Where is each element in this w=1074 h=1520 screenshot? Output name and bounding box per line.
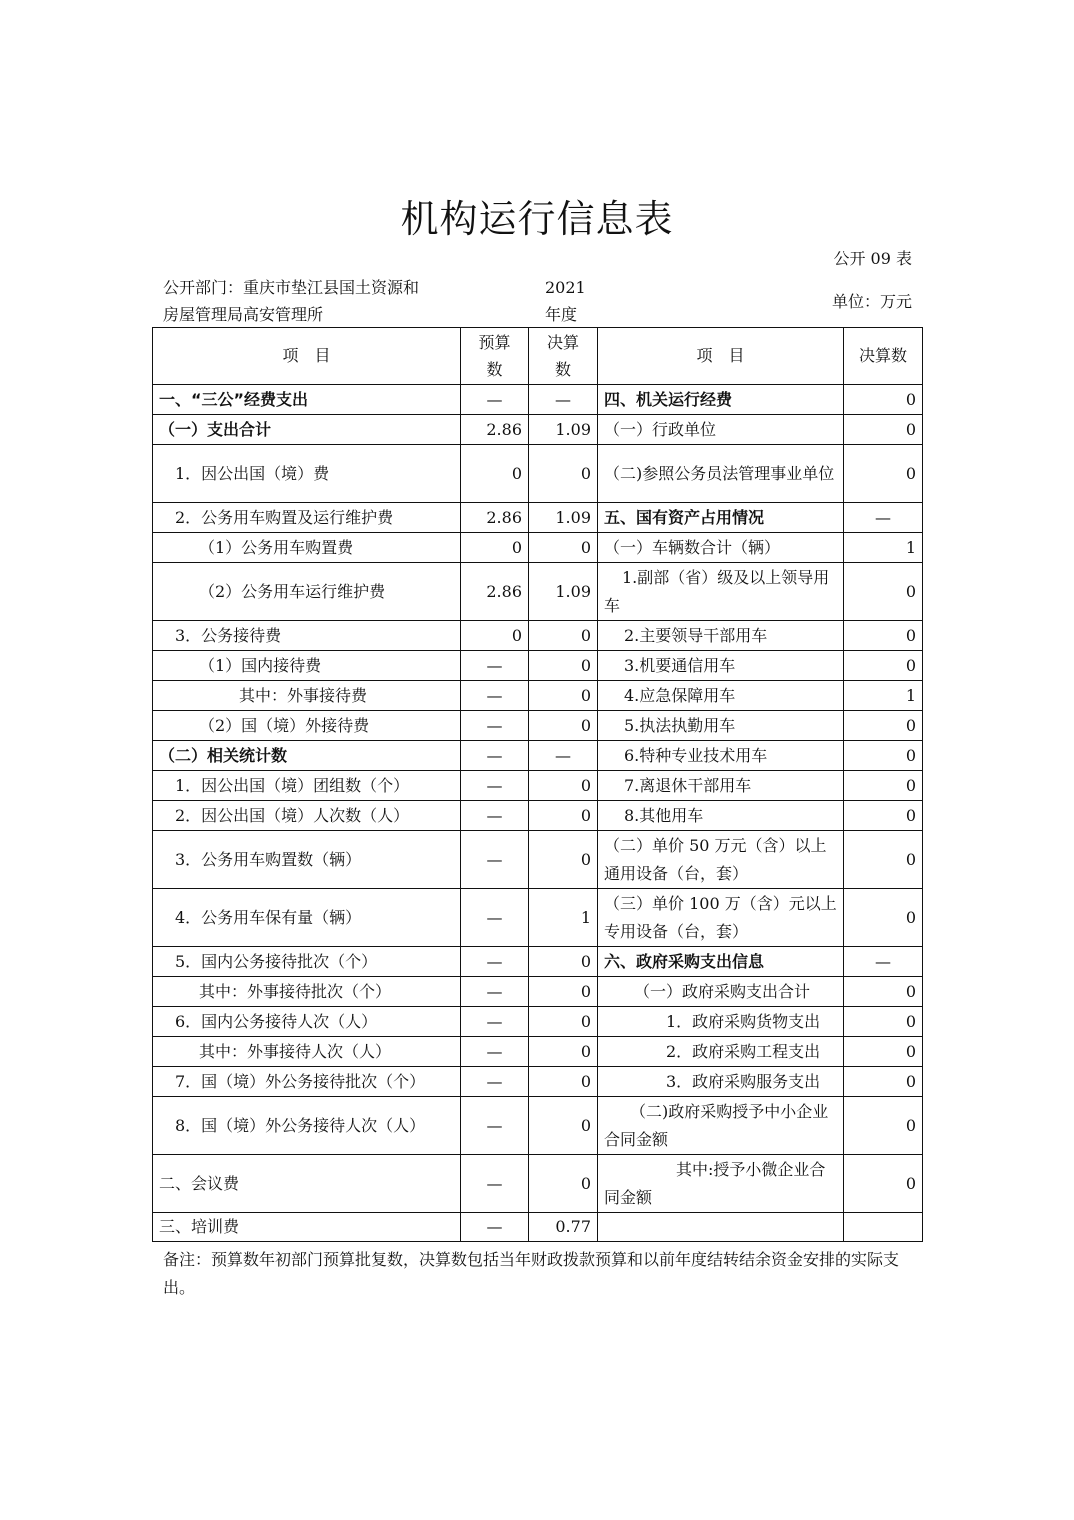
budget-value: 2.86 bbox=[461, 415, 529, 445]
item-left: （1）公务用车购置费 bbox=[153, 533, 461, 563]
right-value: 0 bbox=[844, 385, 923, 415]
table-row bbox=[153, 1007, 923, 1037]
table-row bbox=[153, 889, 923, 947]
item-right: 四、机关运行经费 bbox=[598, 385, 844, 415]
table-row bbox=[153, 621, 923, 651]
right-value: 0 bbox=[844, 563, 923, 621]
item-left: （一）支出合计 bbox=[153, 415, 461, 445]
item-left: 二、会议费 bbox=[153, 1155, 461, 1213]
header-row bbox=[153, 328, 923, 385]
header-item-left: 项 目 bbox=[153, 328, 461, 385]
table-row bbox=[153, 415, 923, 445]
right-value: 0 bbox=[844, 1155, 923, 1213]
final-value: 0 bbox=[529, 977, 598, 1007]
item-left: 一、“三公”经费支出 bbox=[153, 385, 461, 415]
budget-value: — bbox=[461, 1213, 529, 1242]
budget-value: — bbox=[461, 1067, 529, 1097]
table-row bbox=[153, 651, 923, 681]
right-value: 0 bbox=[844, 1007, 923, 1037]
right-value: 0 bbox=[844, 771, 923, 801]
final-value: — bbox=[529, 741, 598, 771]
final-value: 0 bbox=[529, 681, 598, 711]
budget-value: 0 bbox=[461, 533, 529, 563]
table-row bbox=[153, 977, 923, 1007]
item-right: （一）车辆数合计（辆） bbox=[598, 533, 844, 563]
item-left: （2）国（境）外接待费 bbox=[153, 711, 461, 741]
department-line-1: 公开部门：重庆市垫江县国土资源和 bbox=[163, 278, 420, 297]
budget-value: 2.86 bbox=[461, 503, 529, 533]
item-left: 三、培训费 bbox=[153, 1213, 461, 1242]
unit-label: 单位：万元 bbox=[831, 292, 912, 311]
right-value: 0 bbox=[844, 1037, 923, 1067]
year-number: 2021 bbox=[545, 278, 586, 297]
item-left: 6．国内公务接待人次（人） bbox=[153, 1007, 461, 1037]
item-left: 3．公务接待费 bbox=[153, 621, 461, 651]
budget-value: — bbox=[461, 801, 529, 831]
right-value: 0 bbox=[844, 415, 923, 445]
item-left: （二）相关统计数 bbox=[153, 741, 461, 771]
form-number: 公开 09 表 bbox=[833, 249, 912, 268]
table-row bbox=[153, 681, 923, 711]
item-left: （2）公务用车运行维护费 bbox=[153, 563, 461, 621]
right-value: 0 bbox=[844, 889, 923, 947]
table-row bbox=[153, 445, 923, 503]
budget-value: — bbox=[461, 771, 529, 801]
item-left: 其中：外事接待费 bbox=[153, 681, 461, 711]
table-row bbox=[153, 503, 923, 533]
year-label: 年度 bbox=[545, 305, 578, 324]
table-row bbox=[153, 741, 923, 771]
item-right bbox=[598, 1213, 844, 1242]
final-value: 0 bbox=[529, 621, 598, 651]
budget-value: — bbox=[461, 1155, 529, 1213]
budget-value: — bbox=[461, 651, 529, 681]
right-value: 0 bbox=[844, 741, 923, 771]
table-row bbox=[153, 533, 923, 563]
budget-value: — bbox=[461, 1007, 529, 1037]
final-value: 0 bbox=[529, 1007, 598, 1037]
right-value: 0 bbox=[844, 711, 923, 741]
item-right: 8.其他用车 bbox=[598, 801, 844, 831]
item-left: 3．公务用车购置数（辆） bbox=[153, 831, 461, 889]
budget-value: — bbox=[461, 711, 529, 741]
final-value: 0 bbox=[529, 533, 598, 563]
header-item-right: 项 目 bbox=[598, 328, 844, 385]
item-left: 1．因公出国（境）费 bbox=[153, 445, 461, 503]
right-value bbox=[844, 1213, 923, 1242]
final-value: 0 bbox=[529, 711, 598, 741]
item-left: 8．国（境）外公务接待人次（人） bbox=[153, 1097, 461, 1155]
budget-value: — bbox=[461, 831, 529, 889]
final-value: 0 bbox=[529, 651, 598, 681]
header-final-right: 决算数 bbox=[844, 328, 923, 385]
item-right: （二）单价 50 万元（含）以上通用设备（台，套） bbox=[598, 831, 844, 889]
header-budget-line1: 预算 bbox=[478, 333, 511, 352]
final-value: — bbox=[529, 385, 598, 415]
fiscal-year bbox=[545, 274, 586, 328]
item-right: 5.执法执勤用车 bbox=[598, 711, 844, 741]
table-row bbox=[153, 801, 923, 831]
item-left: 4．公务用车保有量（辆） bbox=[153, 889, 461, 947]
table-row bbox=[153, 831, 923, 889]
item-right: 4.应急保障用车 bbox=[598, 681, 844, 711]
right-value: 1 bbox=[844, 681, 923, 711]
item-right: 3．政府采购服务支出 bbox=[598, 1067, 844, 1097]
final-value: 0 bbox=[529, 771, 598, 801]
right-value: 0 bbox=[844, 651, 923, 681]
budget-value: 2.86 bbox=[461, 563, 529, 621]
right-value: 0 bbox=[844, 445, 923, 503]
table-row bbox=[153, 1155, 923, 1213]
table-row bbox=[153, 711, 923, 741]
final-value: 0 bbox=[529, 801, 598, 831]
budget-value: 0 bbox=[461, 445, 529, 503]
right-value: 0 bbox=[844, 621, 923, 651]
final-value: 1.09 bbox=[529, 415, 598, 445]
right-value: — bbox=[844, 503, 923, 533]
item-right: 7.离退休干部用车 bbox=[598, 771, 844, 801]
item-left: 其中：外事接待批次（个） bbox=[153, 977, 461, 1007]
budget-value: — bbox=[461, 1037, 529, 1067]
info-table bbox=[152, 327, 923, 1242]
right-value: 1 bbox=[844, 533, 923, 563]
item-left: 7．国（境）外公务接待批次（个） bbox=[153, 1067, 461, 1097]
header-final-line1: 决算 bbox=[546, 333, 579, 352]
right-value: 0 bbox=[844, 977, 923, 1007]
table-row bbox=[153, 385, 923, 415]
item-right: 3.机要通信用车 bbox=[598, 651, 844, 681]
final-value: 0.77 bbox=[529, 1213, 598, 1242]
final-value: 0 bbox=[529, 947, 598, 977]
table-row bbox=[153, 1067, 923, 1097]
final-value: 0 bbox=[529, 831, 598, 889]
department bbox=[163, 274, 419, 328]
item-left: 其中：外事接待人次（人） bbox=[153, 1037, 461, 1067]
item-right: （一）行政单位 bbox=[598, 415, 844, 445]
budget-value: — bbox=[461, 977, 529, 1007]
item-right: 五、国有资产占用情况 bbox=[598, 503, 844, 533]
budget-value: — bbox=[461, 947, 529, 977]
budget-value: — bbox=[461, 1097, 529, 1155]
item-left: 2．因公出国（境）人次数（人） bbox=[153, 801, 461, 831]
right-value: 0 bbox=[844, 831, 923, 889]
budget-value: — bbox=[461, 385, 529, 415]
right-value: — bbox=[844, 947, 923, 977]
department-line-2: 房屋管理局高安管理所 bbox=[163, 305, 324, 324]
footnote: 备注：预算数年初部门预算批复数，决算数包括当年财政拨款预算和以前年度结转结余资金安排的实际支出。 bbox=[163, 1250, 900, 1297]
item-right: （二)政府采购授予中小企业合同金额 bbox=[598, 1097, 844, 1155]
right-value: 0 bbox=[844, 1067, 923, 1097]
item-left: 5．国内公务接待批次（个） bbox=[153, 947, 461, 977]
final-value: 0 bbox=[529, 1155, 598, 1213]
item-right: 六、政府采购支出信息 bbox=[598, 947, 844, 977]
item-right: 1.副部（省）级及以上领导用车 bbox=[598, 563, 844, 621]
header-budget-line2: 数 bbox=[486, 360, 503, 379]
table-row bbox=[153, 1213, 923, 1242]
budget-value: 0 bbox=[461, 621, 529, 651]
table-row bbox=[153, 563, 923, 621]
item-left: 1．因公出国（境）团组数（个） bbox=[153, 771, 461, 801]
final-value: 0 bbox=[529, 445, 598, 503]
item-left: （1）国内接待费 bbox=[153, 651, 461, 681]
final-value: 1 bbox=[529, 889, 598, 947]
item-right: 6.特种专业技术用车 bbox=[598, 741, 844, 771]
item-right: 2.主要领导干部用车 bbox=[598, 621, 844, 651]
header-budget bbox=[461, 328, 529, 385]
item-right: 2．政府采购工程支出 bbox=[598, 1037, 844, 1067]
table-row bbox=[153, 1097, 923, 1155]
header-final bbox=[529, 328, 598, 385]
item-right: （二)参照公务员法管理事业单位 bbox=[598, 445, 844, 503]
header-final-line2: 数 bbox=[554, 360, 571, 379]
item-right: （一）政府采购支出合计 bbox=[598, 977, 844, 1007]
final-value: 1.09 bbox=[529, 563, 598, 621]
item-right: （三）单价 100 万（含）元以上专用设备（台，套） bbox=[598, 889, 844, 947]
item-right: 1．政府采购货物支出 bbox=[598, 1007, 844, 1037]
final-value: 0 bbox=[529, 1037, 598, 1067]
budget-value: — bbox=[461, 889, 529, 947]
final-value: 0 bbox=[529, 1097, 598, 1155]
final-value: 0 bbox=[529, 1067, 598, 1097]
table-row bbox=[153, 771, 923, 801]
page-title: 机构运行信息表 bbox=[400, 197, 674, 241]
table-row bbox=[153, 1037, 923, 1067]
item-right: 其中:授予小微企业合同金额 bbox=[598, 1155, 844, 1213]
right-value: 0 bbox=[844, 1097, 923, 1155]
table-row bbox=[153, 947, 923, 977]
budget-value: — bbox=[461, 741, 529, 771]
final-value: 1.09 bbox=[529, 503, 598, 533]
budget-value: — bbox=[461, 681, 529, 711]
item-left: 2．公务用车购置及运行维护费 bbox=[153, 503, 461, 533]
right-value: 0 bbox=[844, 801, 923, 831]
